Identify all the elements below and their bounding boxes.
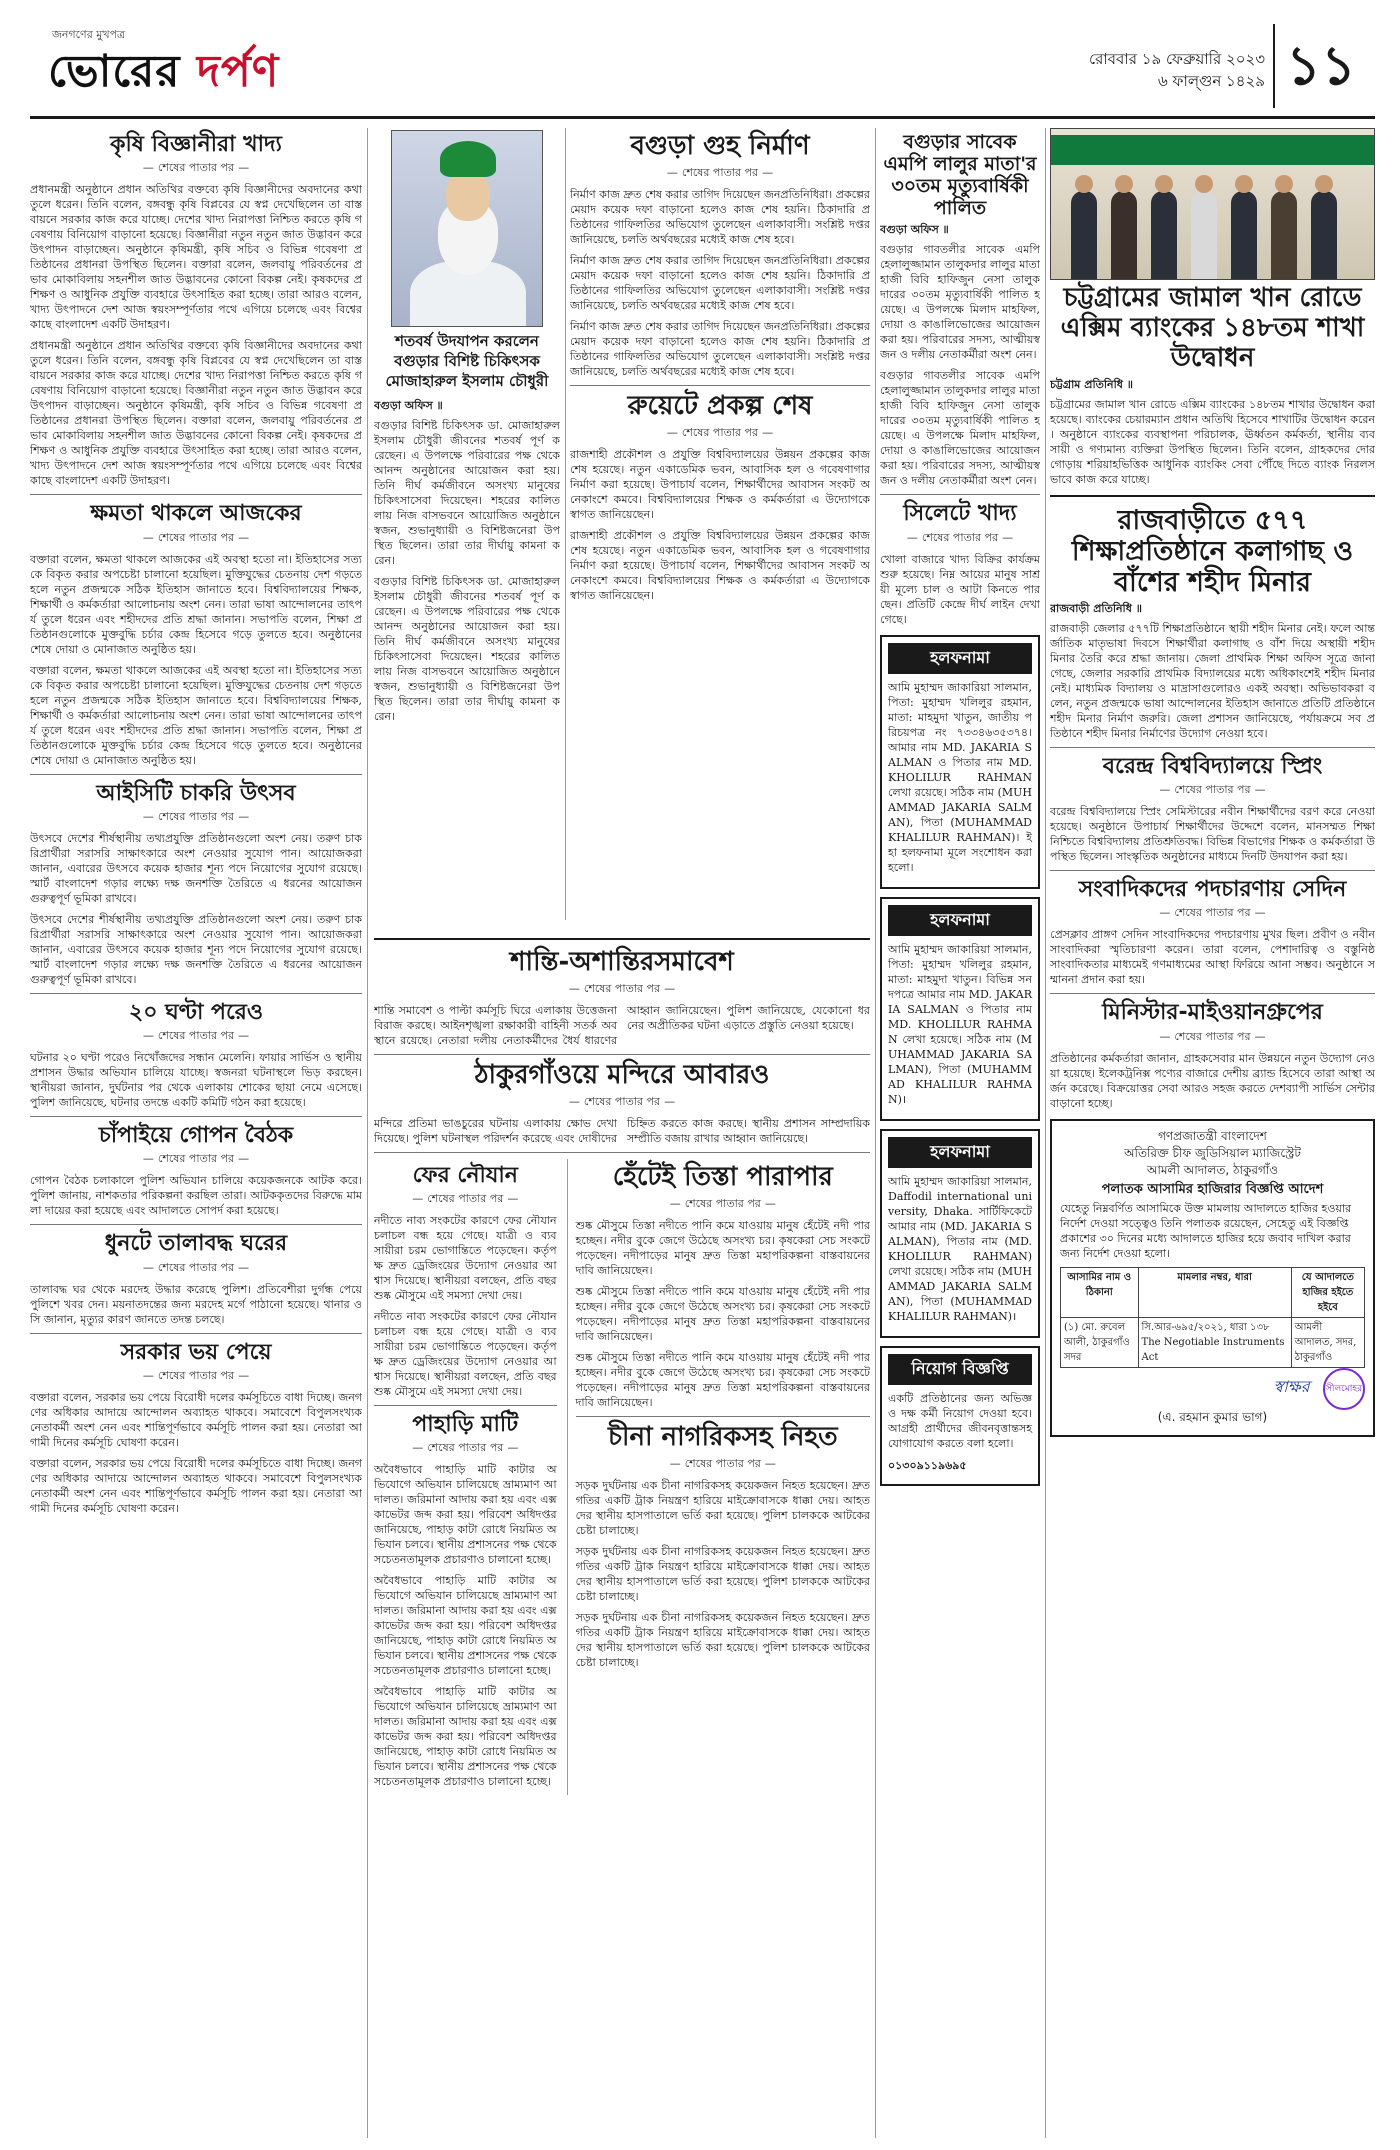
notice-body: আমি মুহাম্মদ জাকারিয়া সালমান, পিতা: মুহাম্মদ খলিলুর রহমান, মাতা: মাহমুদা খাতুন, জাতীয় পরিচয়পত্র নং ৭৩৩৪৬৩৫৩৭৪। আমার নাম MD. JAKARIA SALMAN ও পিতার নাম MD. KHOLILUR RAHMAN লেখা রয়েছে। সঠিক নাম (MUHAMMAD JAKARIA SALMAN), পিতা (MUHAMMAD KHALILUR RAHMAN)। ইহা হলফনামা মূলে সংশোধন করা হলো। [888,680,1032,874]
lower-center-block [374,930,870,2138]
continued-label: — শেষের পাতার পর — [374,1190,557,1209]
court-header: অতিরিক্ত চীফ জুডিসিয়াল ম্যাজিস্ট্রেট [1124,1145,1301,1160]
contact-phone: ০১৩০৯১১৯৬৯৫ [888,1458,967,1472]
court-table [1060,1267,1365,1368]
divider [374,1405,557,1406]
column-divider [367,128,368,2138]
article-body: প্রধানমন্ত্রী অনুষ্ঠানে প্রধান অতিথির বক্তব্যে কৃষি বিজ্ঞানীদের অবদানের কথা তুলে ধরেন। তিনি বলেন, বঙ্গবন্ধু কৃষি বিপ্লবের যে স্বপ্ন দেখেছিলেন তা বাস্তবায়নে সরকার কাজ করে যাচ্ছে। দেশের খাদ্য নিরাপত্তা নিশ্চিত করতে কৃষি গবেষণায় বিনিয়োগ বাড়ানো হয়েছে। বিজ্ঞানীরা নতুন নতুন জাত উদ্ভাবন করে উৎপাদন বাড়াচ্ছেন। অনুষ্ঠানে কৃষিমন্ত্রী, কৃষি সচিব ও বিভিন্ন গবেষণা প্রতিষ্ঠানের প্রধানরা উপস্থিত ছিলেন। বক্তারা বলেন, জলবায়ু পরিবর্তনের প্রভাব মোকাবিলায় সহনশীল জাত উদ্ভাবনের কোনো বিকল্প নেই। কৃষকদের প্রশিক্ষণ ও আধুনিক প্রযুক্তি ব্যবহারে উৎসাহিত করা হচ্ছে। তারা আরও বলেন, খাদ্য উৎপাদনে দেশ আজ স্বয়ংসম্পূর্ণতার পথে এগিয়ে চলেছে এবং বিশ্বের কাছে বাংলাদেশ একটি উদাহরণ। [30,183,362,332]
continued-label: — শেষের পাতার পর — [30,1367,362,1386]
continued-label: — শেষের পাতার পর — [570,164,870,183]
court-notice-title: পলাতক আসামির হাজিরার বিজ্ঞপ্তি আদেশ [1101,1181,1324,1197]
article-body: শান্তি সমাবেশ ও পাল্টা কর্মসূচি ঘিরে এলাকায় উত্তেজনা বিরাজ করছে। আইনশৃঙ্খলা রক্ষাকারী বাহিনী সতর্ক অবস্থানে রয়েছে। নেতারা দলীয় নেতাকর্মীদের ধৈর্য ধারণের আহ্বান জানিয়েছেন। পুলিশ জানিয়েছে, যেকোনো ধরনের অপ্রীতিকর ঘটনা এড়াতে প্রস্তুতি নেওয়া হয়েছে। [374,1003,870,1047]
divider [30,1116,362,1117]
article-body: প্রধানমন্ত্রী অনুষ্ঠানে প্রধান অতিথির বক্তব্যে কৃষি বিজ্ঞানীদের অবদানের কথা তুলে ধরেন। তিনি বলেন, বঙ্গবন্ধু কৃষি বিপ্লবের যে স্বপ্ন দেখেছিলেন তা বাস্তবায়নে সরকার কাজ করে যাচ্ছে। দেশের খাদ্য নিরাপত্তা নিশ্চিত করতে কৃষি গবেষণায় বিনিয়োগ বাড়ানো হয়েছে। বিজ্ঞানীরা নতুন নতুন জাত উদ্ভাবন করে উৎপাদন বাড়াচ্ছেন। অনুষ্ঠানে কৃষিমন্ত্রী, কৃষি সচিব ও বিভিন্ন গবেষণা প্রতিষ্ঠানের প্রধানরা উপস্থিত ছিলেন। বক্তারা বলেন, জলবায়ু পরিবর্তনের প্রভাব মোকাবিলায় সহনশীল জাত উদ্ভাবনের কোনো বিকল্প নেই। কৃষকদের প্রশিক্ষণ ও আধুনিক প্রযুক্তি ব্যবহারে উৎসাহিত করা হচ্ছে। তারা আরও বলেন, খাদ্য উৎপাদনে দেশ আজ স্বয়ংসম্পূর্ণতার পথে এগিয়ে চলেছে এবং বিশ্বের কাছে বাংলাদেশ একটি উদাহরণ। [30,339,362,488]
article-body: অবৈধভাবে পাহাড়ি মাটি কাটার অভিযোগে অভিযান চালিয়েছে ভ্রাম্যমাণ আদালত। জরিমানা আদায় করা হয় এবং এক্সকাভেটর জব্দ করা হয়। পরিবেশ অধিদপ্তর জানিয়েছে, পাহাড় কাটা রোধে নিয়মিত অভিযান চলবে। স্থানীয় প্রশাসনের পক্ষ থেকে সচেতনতামূলক প্রচারণাও চালানো হচ্ছে। [374,1574,557,1678]
headline-hill-soil: পাহাড়ি মাটি [412,1412,519,1438]
article-body: বক্তারা বলেন, সরকার ভয় পেয়ে বিরোধী দলের কর্মসূচিতে বাধা দিচ্ছে। জনগণের অধিকার আদায়ে আন্দোলন অব্যাহত থাকবে। সমাবেশে বিপুলসংখ্যক নেতাকর্মী অংশ নেন এবং শান্তিপূর্ণভাবে কর্মসূচি পালন করা হয়। নেতারা আগামী দিনের কর্মসূচি ঘোষণা করেন। [30,1457,362,1516]
column-5 [1050,128,1375,2138]
headline-ruet: রুয়েটে প্রকল্প শেষ [627,390,813,421]
divider [1050,870,1375,871]
affidavit-notice [880,1129,1040,1338]
article-body: বগুড়ার গাবতলীর সাবেক এমপি হেলালুজ্জামান তালুকদার লালুর মাতা হাজী বিবি হাফিজুন নেসা তালুকদারের ৩০তম মৃত্যুবার্ষিকী পালিত হয়েছে। এ উপলক্ষে মিলাদ মাহফিল, দোয়া ও কাঙালিভোজের আয়োজন করা হয়। পরিবারের সদস্য, আত্মীয়স্বজন ও দলীয় নেতাকর্মীরা অংশ নেন। [880,243,1040,362]
byline: চট্টগ্রাম প্রতিনিধি ॥ [1050,377,1133,391]
court-notice-body: যেহেতু নিম্নবর্ণিত আসামিকে উক্ত মামলায় আদালতে হাজির হওয়ার নির্দেশ দেওয়া সত্ত্বেও তিনি পলাতক রয়েছেন, সেহেতু এই বিজ্ঞপ্তি প্রকাশের ৩০ দিনের মধ্যে আদালতে হাজির হয়ে জবাব দাখিল করার জন্য নির্দেশ দেওয়া হলো। [1060,1201,1352,1260]
continued-label: — শেষের পাতার পর — [570,424,870,443]
article-body: অবৈধভাবে পাহাড়ি মাটি কাটার অভিযোগে অভিযান চালিয়েছে ভ্রাম্যমাণ আদালত। জরিমানা আদায় করা হয় এবং এক্সকাভেটর জব্দ করা হয়। পরিবেশ অধিদপ্তর জানিয়েছে, পাহাড় কাটা রোধে নিয়মিত অভিযান চলবে। স্থানীয় প্রশাসনের পক্ষ থেকে সচেতনতামূলক প্রচারণাও চালানো হচ্ছে। [374,1685,557,1789]
column-3 [570,128,870,920]
continued-label: — শেষের পাতার পর — [30,159,362,178]
article-body: খোলা বাজারে খাদ্য বিক্রির কার্যক্রম শুরু হয়েছে। নিম্ন আয়ের মানুষ সাশ্রয়ী মূল্যে চাল ও আটা কিনতে পারছেন। প্রতিটি কেন্দ্রে দীর্ঘ লাইন দেখা গেছে। [880,552,1040,626]
continued-label: — শেষের পাতার পর — [576,1455,870,1474]
article-body: গোপন বৈঠক চলাকালে পুলিশ অভিযান চালিয়ে কয়েকজনকে আটক করে। পুলিশ জানায়, নাশকতার পরিকল্পনা করছিল তারা। আটককৃতদের বিরুদ্ধে মামলা দায়ের করা হয়েছে এবং আদালতে সোপর্দ করা হয়েছে। [30,1174,362,1218]
article-body: রাজশাহী প্রকৌশল ও প্রযুক্তি বিশ্ববিদ্যালয়ের উন্নয়ন প্রকল্পের কাজ শেষ হয়েছে। নতুন একাডেমিক ভবন, আবাসিক হল ও গবেষণাগার নির্মাণ করা হয়েছে। উপাচার্য বলেন, শিক্ষার্থীদের আবাসন সংকট অনেকাংশে কমবে। বিশ্ববিদ্যালয়ের শিক্ষক ও কর্মকর্তারা এ উদ্যোগকে স্বাগত জানিয়েছেন। [570,447,870,521]
divider [30,774,362,775]
continued-label: — শেষের পাতার পর — [1050,1028,1375,1047]
article-body: নদীতে নাব্য সংকটের কারণে ফের নৌযান চলাচল বন্ধ হয়ে গেছে। যাত্রী ও ব্যবসায়ীরা চরম ভোগান্তিতে পড়েছেন। কর্তৃপক্ষ দ্রুত ড্রেজিংয়ের উদ্যোগ নেওয়ার আশ্বাস দিয়েছে। স্থানীয়রা বলছেন, প্রতি বছর শুষ্ক মৌসুমে এই সমস্যা দেখা দেয়। [374,1310,557,1399]
court-header: গণপ্রজাতন্ত্রী বাংলাদেশ [1158,1128,1267,1143]
signature: স্বাক্ষর [1273,1376,1310,1396]
headline-agri: কৃষি বিজ্ঞানীরা খাদ্য [110,132,282,157]
article-body: বক্তারা বলেন, ক্ষমতা থাকলে আজকের এই অবস্থা হতো না। ইতিহাসের সত্যকে বিকৃত করার অপচেষ্টা চালানো হয়েছিল। মুক্তিযুদ্ধের চেতনায় দেশ গড়তে হলে নতুন প্রজন্মকে সঠিক ইতিহাস জানাতে হবে। বিশ্ববিদ্যালয়ের শিক্ষক, শিক্ষার্থী ও কর্মকর্তারা আলোচনায় অংশ নেন। তারা ভাষা আন্দোলনের তাৎপর্য তুলে ধরেন এবং শহীদদের প্রতি শ্রদ্ধা জানান। সভাপতি বলেন, শিক্ষা প্রতিষ্ঠানগুলোকে মুক্তবুদ্ধি চর্চার কেন্দ্র হিসেবে গড়ে তুলতে হবে। অনুষ্ঠানের শেষে দোয়া ও মোনাজাত অনুষ্ঠিত হয়। [30,663,362,767]
byline: রাজবাড়ী প্রতিনিধি ॥ [1050,601,1142,615]
article-body: সড়ক দুর্ঘটনায় এক চীনা নাগরিকসহ কয়েকজন নিহত হয়েছেন। দ্রুতগতির একটি ট্রাক নিয়ন্ত্রণ হারিয়ে মাইক্রোবাসকে ধাক্কা দেয়। আহতদের স্থানীয় হাসপাতালে ভর্তি করা হয়েছে। পুলিশ চালককে আটকের চেষ্টা চালাচ্ছে। [575,1544,870,1603]
portrait-headline: শতবর্ষ উদযাপন করলেন বগুড়ার বিশিষ্ট চিকিৎসক মোজাহারুল ইসলাম চৌধুরী [385,332,549,390]
headline-construction: বগুড়া গুহ নির্মাণ [630,131,810,161]
divider [880,494,1040,495]
headline-shaheed-minar: রাজবাড়ীতে ৫৭৭ শিক্ষাপ্রতিষ্ঠানে কলাগাছ ও বাঁশের শহীদ মিনার [1071,504,1354,598]
article-body: তালাবদ্ধ ঘর থেকে মরদেহ উদ্ধার করেছে পুলিশ। প্রতিবেশীরা দুর্গন্ধ পেয়ে পুলিশে খবর দেন। ময়নাতদন্তের জন্য মরদেহ মর্গে পাঠানো হয়েছে। থানার ওসি জানান, মৃত্যুর কারণ জানতে তদন্ত চলছে। [30,1282,362,1326]
article-body: নির্মাণ কাজ দ্রুত শেষ করার তাগিদ দিয়েছেন জনপ্রতিনিধিরা। প্রকল্পের মেয়াদ কয়েক দফা বাড়ানো হলেও কাজ শেষ হয়নি। ঠিকাদারি প্রতিষ্ঠানের গাফিলতির অভিযোগ তুলেছেন এলাকাবাসী। সংশ্লিষ্ট দপ্তর জানিয়েছে, চলতি অর্থবছরের মধ্যেই কাজ শেষ হবে। [570,187,870,246]
article-body: সড়ক দুর্ঘটনায় এক চীনা নাগরিকসহ কয়েকজন নিহত হয়েছেন। দ্রুতগতির একটি ট্রাক নিয়ন্ত্রণ হারিয়ে মাইক্রোবাসকে ধাক্কা দেয়। আহতদের স্থানীয় হাসপাতালে ভর্তি করা হয়েছে। পুলিশ চালককে আটকের চেষ্টা চালাচ্ছে। [575,1478,870,1537]
notice-title: হলফনামা [888,643,1032,674]
article-body: নির্মাণ কাজ দ্রুত শেষ করার তাগিদ দিয়েছেন জনপ্রতিনিধিরা। প্রকল্পের মেয়াদ কয়েক দফা বাড়ানো হলেও কাজ শেষ হয়নি। ঠিকাদারি প্রতিষ্ঠানের গাফিলতির অভিযোগ তুলেছেন এলাকাবাসী। সংশ্লিষ্ট দপ্তর জানিয়েছে, চলতি অর্থবছরের মধ্যেই কাজ শেষ হবে। [570,253,870,312]
article-body: প্রেসক্লাব প্রাঙ্গণ সেদিন সাংবাদিকদের পদচারণায় মুখর ছিল। প্রবীণ ও নবীন সাংবাদিকরা স্মৃতিচারণা করেন। তারা বলেন, পেশাদারিত্ব ও বস্তুনিষ্ঠ সাংবাদিকতার মাধ্যমেই গণমাধ্যমের আস্থা ফিরিয়ে আনা সম্ভব। অনুষ্ঠানে সম্মাননা প্রদান করা হয়। [1050,928,1375,987]
article-body: চট্টগ্রামের জামাল খান রোডে এক্সিম ব্যাংকের ১৪৮তম শাখার উদ্বোধন করা হয়েছে। ব্যাংকের চেয়ারম্যান প্রধান অতিথি হিসেবে শাখাটির উদ্বোধন করেন। অনুষ্ঠানে ব্যাংকের ব্যবস্থাপনা পরিচালক, ঊর্ধ্বতন কর্মকর্তা, স্থানীয় ব্যবসায়ী ও গণ্যমান্য ব্যক্তিরা উপস্থিত ছিলেন। তিনি বলেন, গ্রাহকদের দোরগোড়ায় শরিয়াহভিত্তিক আধুনিক ব্যাংকিং সেবা পৌঁছে দিতে ব্যাংক নিরলসভাবে কাজ করে যাচ্ছে। [1050,397,1375,486]
article-body: অবৈধভাবে পাহাড়ি মাটি কাটার অভিযোগে অভিযান চালিয়েছে ভ্রাম্যমাণ আদালত। জরিমানা আদায় করা হয় এবং এক্সকাভেটর জব্দ করা হয়। পরিবেশ অধিদপ্তর জানিয়েছে, পাহাড় কাটা রোধে নিয়মিত অভিযান চলবে। স্থানীয় প্রশাসনের পক্ষ থেকে সচেতনতামূলক প্রচারণাও চালানো হচ্ছে। [374,1463,557,1567]
headline-ict: আইসিটি চাকরি উৎসব [96,780,296,806]
article-body: শুষ্ক মৌসুমে তিস্তা নদীতে পানি কমে যাওয়ায় মানুষ হেঁটেই নদী পার হচ্ছেন। নদীর বুকে জেগে উঠেছে অসংখ্য চর। কৃষকেরা সেচ সংকটে পড়েছেন। নদীপাড়ের মানুষ দ্রুত তিস্তা মহাপরিকল্পনা বাস্তবায়নের দাবি জানিয়েছেন। [575,1350,870,1409]
headline-exim-bank: চট্টগ্রামের জামাল খান রোডে এক্সিম ব্যাংকের ১৪৮তম শাখা উদ্বোধন [1060,283,1365,373]
article-body: বগুড়ার বিশিষ্ট চিকিৎসক ডা. মোজাহারুল ইসলাম চৌধুরী জীবনের শতবর্ষ পূর্ণ করেছেন। এ উপলক্ষে পরিবারের পক্ষ থেকে আনন্দ অনুষ্ঠানের আয়োজন করা হয়। তিনি দীর্ঘ কর্মজীবনে অসংখ্য মানুষের চিকিৎসাসেবা দিয়েছেন। শহরের কালিতলায় নিজ বাসভবনে আয়োজিত অনুষ্ঠানে স্বজন, শুভানুধ্যায়ী ও বিশিষ্টজনেরা উপস্থিত ছিলেন। তারা তার দীর্ঘায়ু কামনা করেন। [374,419,560,567]
article-body: বগুড়ার গাবতলীর সাবেক এমপি হেলালুজ্জামান তালুকদার লালুর মাতা হাজী বিবি হাফিজুন নেসা তালুকদারের ৩০তম মৃত্যুবার্ষিকী পালিত হয়েছে। এ উপলক্ষে মিলাদ মাহফিল, দোয়া ও কাঙালিভোজের আয়োজন করা হয়। পরিবারের সদস্য, আত্মীয়স্বজন ও দলীয় নেতাকর্মীরা অংশ নেন। [880,369,1040,488]
headline-chinese-killed: চীনা নাগরিকসহ নিহত [607,1421,838,1452]
divider [30,1224,362,1225]
continued-label: — শেষের পাতার পর — [30,1259,362,1278]
notice-title: নিয়োগ বিজ্ঞপ্তি [888,1354,1032,1385]
headline-death-anniversary: বগুড়ার সাবেক এমপি লালুর মাতা'র ৩০তম মৃত্যুবার্ষিকী পালিত [883,131,1037,219]
article-body: উৎসবে দেশের শীর্ষস্থানীয় তথ্যপ্রযুক্তি প্রতিষ্ঠানগুলো অংশ নেয়। তরুণ চাকরিপ্রার্থীরা সরাসরি সাক্ষাৎকারে অংশ নেওয়ার সুযোগ পান। আয়োজকরা জানান, এবারের উৎসবে কয়েক হাজার শূন্য পদে নিয়োগের সুযোগ রয়েছে। স্মার্ট বাংলাদেশ গড়ার লক্ষ্যে দক্ষ জনশক্তি তৈরিতে এ ধরনের আয়োজন গুরুত্বপূর্ণ ভূমিকা রাখবে। [30,912,362,986]
article-body: ঘটনার ২০ ঘণ্টা পরেও নিখোঁজদের সন্ধান মেলেনি। ফায়ার সার্ভিস ও স্থানীয় প্রশাসন উদ্ধার অভিযান চালিয়ে যাচ্ছে। স্বজনরা ঘটনাস্থলে ভিড় করছেন। স্থানীয়রা জানান, দুর্ঘটনার পর থেকে এলাকায় শোকের ছায়া নেমে এসেছে। পুলিশ জানিয়েছে, ঘটনার তদন্তে একটি কমিটি গঠন করা হয়েছে। [30,1051,362,1110]
sub-column [567,1159,870,1796]
divider [30,494,362,495]
page-number: ১১ [1273,24,1367,108]
continued-label: — শেষের পাতার পর — [374,1093,870,1112]
continued-label: — শেষের পাতার পর — [374,980,870,999]
headline-sylhet-food: সিলেটে খাদ্য [903,501,1017,527]
dateline [1089,48,1265,92]
headline-peace-rally: শান্তি-অশান্তিরসমাবেশ [510,947,734,977]
headline-secret-meeting: চাঁপাইয়ে গোপন বৈঠক [98,1123,294,1149]
article-body: বক্তারা বলেন, সরকার ভয় পেয়ে বিরোধী দলের কর্মসূচিতে বাধা দিচ্ছে। জনগণের অধিকার আদায়ে আন্দোলন অব্যাহত থাকবে। সমাবেশে বিপুলসংখ্যক নেতাকর্মী অংশ নেন এবং শান্তিপূর্ণভাবে কর্মসূচি পালন করা হয়। নেতারা আগামী দিনের কর্মসূচি ঘোষণা করেন। [30,1391,362,1450]
continued-label: — শেষের পাতার পর — [30,1150,362,1169]
column-4 [880,128,1040,2138]
byline: বগুড়া অফিস ॥ [374,399,443,412]
continued-label: — শেষের পাতার পর — [30,529,362,548]
divider [374,938,870,940]
headline-locked-room: ধুনটে তালাবদ্ধ ঘরের [104,1231,288,1257]
affidavit-notice [880,635,1040,889]
divider [576,1416,870,1417]
headline-teesta: হেঁটেই তিস্তা পারাপার [612,1161,833,1192]
official-stamp: সীলমোহর [1323,1368,1365,1410]
court-header: আমলী আদালত, ঠাকুরগাঁও [1146,1162,1279,1177]
affidavit-notice [880,897,1040,1121]
column-divider [565,128,566,920]
table-header: মামলার নম্বর, ধারা [1138,1267,1291,1317]
article-body: মন্দিরে প্রতিমা ভাঙচুরের ঘটনায় এলাকায় ক্ষোভ দেখা দিয়েছে। পুলিশ ঘটনাস্থল পরিদর্শন করেছে এবং দোষীদের চিহ্নিত করতে কাজ করছে। স্থানীয় প্রশাসন সাম্প্রদায়িক সম্প্রীতি বজায় রাখার আহ্বান জানিয়েছে। [374,1116,870,1145]
article-body: বরেন্দ্র বিশ্ববিদ্যালয়ে স্প্রিং সেমিস্টারের নবীন শিক্ষার্থীদের বরণ করে নেওয়া হয়েছে। অনুষ্ঠানে উপাচার্য শিক্ষার্থীদের উদ্দেশে বলেন, মানসম্মত শিক্ষা নিশ্চিতে বিশ্ববিদ্যালয় প্রতিশ্রুতিবদ্ধ। বিভিন্ন বিভাগের শিক্ষক ও কর্মকর্তারা উপস্থিত ছিলেন। সাংস্কৃতিক অনুষ্ঠানের মাধ্যমে দিনটি উদযাপন করা হয়। [1050,805,1375,864]
continued-label: — শেষের পাতার পর — [374,1439,557,1458]
date-bengali: ৬ ফাল্গুন ১৪২৯ [1158,72,1265,90]
column-divider [1045,128,1046,2138]
recruitment-notice [880,1346,1040,1486]
divider [374,1054,870,1055]
column-1 [30,128,362,2138]
article-body: বগুড়ার বিশিষ্ট চিকিৎসক ডা. মোজাহারুল ইসলাম চৌধুরী জীবনের শতবর্ষ পূর্ণ করেছেন। এ উপলক্ষে পরিবারের পক্ষ থেকে আনন্দ অনুষ্ঠানের আয়োজন করা হয়। তিনি দীর্ঘ কর্মজীবনে অসংখ্য মানুষের চিকিৎসাসেবা দিয়েছেন। শহরের কালিতলায় নিজ বাসভবনে আয়োজিত অনুষ্ঠানে স্বজন, শুভানুধ্যায়ী ও বিশিষ্টজনেরা উপস্থিত ছিলেন। তারা তার দীর্ঘায়ু কামনা করেন। [374,575,560,723]
notice-title: হলফনামা [888,905,1032,936]
divider [1050,495,1375,497]
divider [30,993,362,994]
article-body: শুষ্ক মৌসুমে তিস্তা নদীতে পানি কমে যাওয়ায় মানুষ হেঁটেই নদী পার হচ্ছেন। নদীর বুকে জেগে উঠেছে অসংখ্য চর। কৃষকেরা সেচ সংকটে পড়েছেন। নদীপাড়ের মানুষ দ্রুত তিস্তা মহাপরিকল্পনা বাস্তবায়নের দাবি জানিয়েছেন। [575,1284,870,1343]
table-header: যে আদালতে হাজির হইতে হইবে [1291,1267,1364,1317]
continued-label: — শেষের পাতার পর — [576,1195,870,1214]
notice-body: একটি প্রতিষ্ঠানের জন্য অভিজ্ঞ ও দক্ষ কর্মী নিয়োগ দেওয়া হবে। আগ্রহী প্রার্থীদের জীবনবৃত্তান্তসহ যোগাযোগ করতে বলা হলো। [888,1391,1032,1450]
headline-journalists: সংবাদিকদের পদচারণায় সেদিন [1078,877,1347,903]
divider [374,1152,870,1153]
article-body: প্রতিষ্ঠানের কর্মকর্তারা জানান, গ্রাহকসেবার মান উন্নয়নে নতুন উদ্যোগ নেওয়া হয়েছে। ইলেকট্রনিক্স পণ্যের বাজারে দেশীয় ব্র্যান্ড হিসেবে তারা আস্থা অর্জন করেছে। বিক্রয়োত্তর সেবা আরও সহজ করতে দেশব্যাপী সার্ভিস সেন্টার বাড়ানো হচ্ছে। [1050,1051,1375,1110]
headline-20-hours: ২০ ঘণ্টা পরেও [128,999,264,1025]
masthead [30,12,1375,119]
article-body: নদীতে নাব্য সংকটের কারণে ফের নৌযান চলাচল বন্ধ হয়ে গেছে। যাত্রী ও ব্যবসায়ীরা চরম ভোগান্তিতে পড়েছেন। কর্তৃপক্ষ দ্রুত ড্রেজিংয়ের উদ্যোগ নেওয়ার আশ্বাস দিয়েছে। স্থানীয়রা বলছেন, প্রতি বছর শুষ্ক মৌসুমে এই সমস্যা দেখা দেয়। [374,1214,557,1303]
divider [570,385,870,386]
article-body: শুষ্ক মৌসুমে তিস্তা নদীতে পানি কমে যাওয়ায় মানুষ হেঁটেই নদী পার হচ্ছেন। নদীর বুকে জেগে উঠেছে অসংখ্য চর। কৃষকেরা সেচ সংকটে পড়েছেন। নদীপাড়ের মানুষ দ্রুত তিস্তা মহাপরিকল্পনা বাস্তবায়নের দাবি জানিয়েছেন। [575,1218,870,1277]
headline-power: ক্ষমতা থাকলে আজকের [90,501,302,527]
sub-column [374,1159,557,1796]
table-header: আসামির নাম ও ঠিকানা [1061,1267,1139,1317]
headline-temple: ঠাকুরগাঁওয়ে মন্দিরে আবারও [474,1059,770,1090]
divider [30,1333,362,1334]
split-row [374,1159,870,1796]
date-gregorian: রোববার ১৯ ফেব্রুয়ারি ২০২৩ [1088,50,1265,68]
divider [1050,993,1375,994]
article-body: নির্মাণ কাজ দ্রুত শেষ করার তাগিদ দিয়েছেন জনপ্রতিনিধিরা। প্রকল্পের মেয়াদ কয়েক দফা বাড়ানো হলেও কাজ শেষ হয়নি। ঠিকাদারি প্রতিষ্ঠানের গাফিলতির অভিযোগ তুলেছেন এলাকাবাসী। সংশ্লিষ্ট দপ্তর জানিয়েছে, চলতি অর্থবছরের মধ্যেই কাজ শেষ হবে। [570,319,870,378]
continued-label: — শেষের পাতার পর — [1050,781,1375,800]
article-body: সড়ক দুর্ঘটনায় এক চীনা নাগরিকসহ কয়েকজন নিহত হয়েছেন। দ্রুতগতির একটি ট্রাক নিয়ন্ত্রণ হারিয়ে মাইক্রোবাসকে ধাক্কা দেয়। আহতদের স্থানীয় হাসপাতালে ভর্তি করা হয়েছে। পুলিশ চালককে আটকের চেষ্টা চালাচ্ছে। [575,1610,870,1669]
masthead-tagline: জনগণের মুখপত্র [52,28,126,41]
article-body: রাজবাড়ী জেলার ৫৭৭টি শিক্ষাপ্রতিষ্ঠানে স্থায়ী শহীদ মিনার নেই। ফলে আন্তর্জাতিক মাতৃভাষা দিবসে শিক্ষার্থীরা কলাগাছ ও বাঁশ দিয়ে অস্থায়ী শহীদ মিনার তৈরি করে শ্রদ্ধা জানায়। জেলা প্রাথমিক শিক্ষা অফিস সূত্রে জানা গেছে, জেলার সরকারি প্রাথমিক বিদ্যালয়ের মধ্যে অধিকাংশেই শহীদ মিনার নেই। মাধ্যমিক বিদ্যালয় ও মাদ্রাসাগুলোরও একই অবস্থা। অভিভাবকরা বলেন, নতুন প্রজন্মকে ভাষা আন্দোলনের ইতিহাস জানাতে প্রতিটি প্রতিষ্ঠানে শহীদ মিনার নির্মাণ জরুরি। জেলা প্রশাসন জানিয়েছে, পর্যায়ক্রমে সব প্রতিষ্ঠানে শহীদ মিনার নির্মাণের উদ্যোগ নেওয়া হবে। [1050,621,1375,740]
notice-body: আমি মুহাম্মদ জাকারিয়া সালমান, পিতা: মুহাম্মদ খলিলুর রহমান, মাতা: মাহমুদা খাতুন। বিভিন্ন সনদপত্রে আমার নাম MD. JAKARIA SALMAN ও পিতার নাম MD. KHOLILUR RAHMAN লেখা হয়েছে। সঠিক নাম (MUHAMMAD JAKARIA SALMAN), পিতা (MUHAMMAD KHALILUR RAHMAN)। [888,942,1032,1106]
column-2 [374,128,560,920]
continued-label: — শেষের পাতার পর — [30,1027,362,1046]
notice-body: আমি মুহাম্মদ জাকারিয়া সালমান, Daffodil international university, Dhaka. সার্টিফিকেটে আমার নাম (MD. JAKARIA SALMAN), পিতার নাম (MD. KHOLILUR RAHMAN) লেখা রয়েছে। সঠিক নাম (MUHAMMAD JAKARIA SALMAN), পিতা (MUHAMMAD KHALILUR RAHMAN)। [888,1174,1032,1323]
headline-ferry: ফের নৌযান [412,1162,518,1188]
court-notice [1050,1119,1375,1437]
newspaper-logo: ভোরের দর্পণ [48,46,280,97]
continued-label: — শেষের পাতার পর — [30,808,362,827]
magistrate-name: (এ. রহমান কুমার ভাগ) [1157,1409,1268,1424]
portrait-photo [391,130,543,327]
divider [1050,747,1375,748]
headline-varendra-spring: বরেন্দ্র বিশ্ববিদ্যালয়ে স্প্রিং [1102,753,1323,779]
continued-label: — শেষের পাতার পর — [1050,904,1375,923]
table-row: (১) মো. রুবেল আলী, ঠাকুরগাঁও সদর সি.আর-৬৯৫/২০২১, ধারা ১৩৮ The Negotiable Instruments Act আমলী আদালত, সদর, ঠাকুরগাঁও [1061,1317,1365,1367]
article-body: রাজশাহী প্রকৌশল ও প্রযুক্তি বিশ্ববিদ্যালয়ের উন্নয়ন প্রকল্পের কাজ শেষ হয়েছে। নতুন একাডেমিক ভবন, আবাসিক হল ও গবেষণাগার নির্মাণ করা হয়েছে। উপাচার্য বলেন, শিক্ষার্থীদের আবাসন সংকট অনেকাংশে কমবে। বিশ্ববিদ্যালয়ের শিক্ষক ও কর্মকর্তারা এ উদ্যোগকে স্বাগত জানিয়েছেন। [570,528,870,602]
article-body: বক্তারা বলেন, ক্ষমতা থাকলে আজকের এই অবস্থা হতো না। ইতিহাসের সত্যকে বিকৃত করার অপচেষ্টা চালানো হয়েছিল। মুক্তিযুদ্ধের চেতনায় দেশ গড়তে হলে নতুন প্রজন্মকে সঠিক ইতিহাস জানাতে হবে। বিশ্ববিদ্যালয়ের শিক্ষক, শিক্ষার্থী ও কর্মকর্তারা আলোচনায় অংশ নেন। তারা ভাষা আন্দোলনের তাৎপর্য তুলে ধরেন এবং শহীদদের প্রতি শ্রদ্ধা জানান। সভাপতি বলেন, শিক্ষা প্রতিষ্ঠানগুলোকে মুক্তবুদ্ধি চর্চার কেন্দ্র হিসেবে গড়ে তুলতে হবে। অনুষ্ঠানের শেষে দোয়া ও মোনাজাত অনুষ্ঠিত হয়। [30,552,362,656]
column-divider [875,128,876,2138]
byline: বগুড়া অফিস ॥ [880,223,949,237]
continued-label: — শেষের পাতার পর — [880,529,1040,548]
bank-inauguration-photo [1050,128,1375,280]
article-body: উৎসবে দেশের শীর্ষস্থানীয় তথ্যপ্রযুক্তি প্রতিষ্ঠানগুলো অংশ নেয়। তরুণ চাকরিপ্রার্থীরা সরাসরি সাক্ষাৎকারে অংশ নেওয়ার সুযোগ পান। আয়োজকরা জানান, এবারের উৎসবে কয়েক হাজার শূন্য পদে নিয়োগের সুযোগ রয়েছে। স্মার্ট বাংলাদেশ গড়ার লক্ষ্যে দক্ষ জনশক্তি তৈরিতে এ ধরনের আয়োজন গুরুত্বপূর্ণ ভূমিকা রাখবে। [30,831,362,905]
headline-govt-fear: সরকার ভয় পেয়ে [120,1339,272,1365]
notice-title: হলফনামা [888,1137,1032,1168]
headline-minister-group: মিনিস্টার-মাইওয়ানগ্রুপের [1102,1000,1323,1026]
